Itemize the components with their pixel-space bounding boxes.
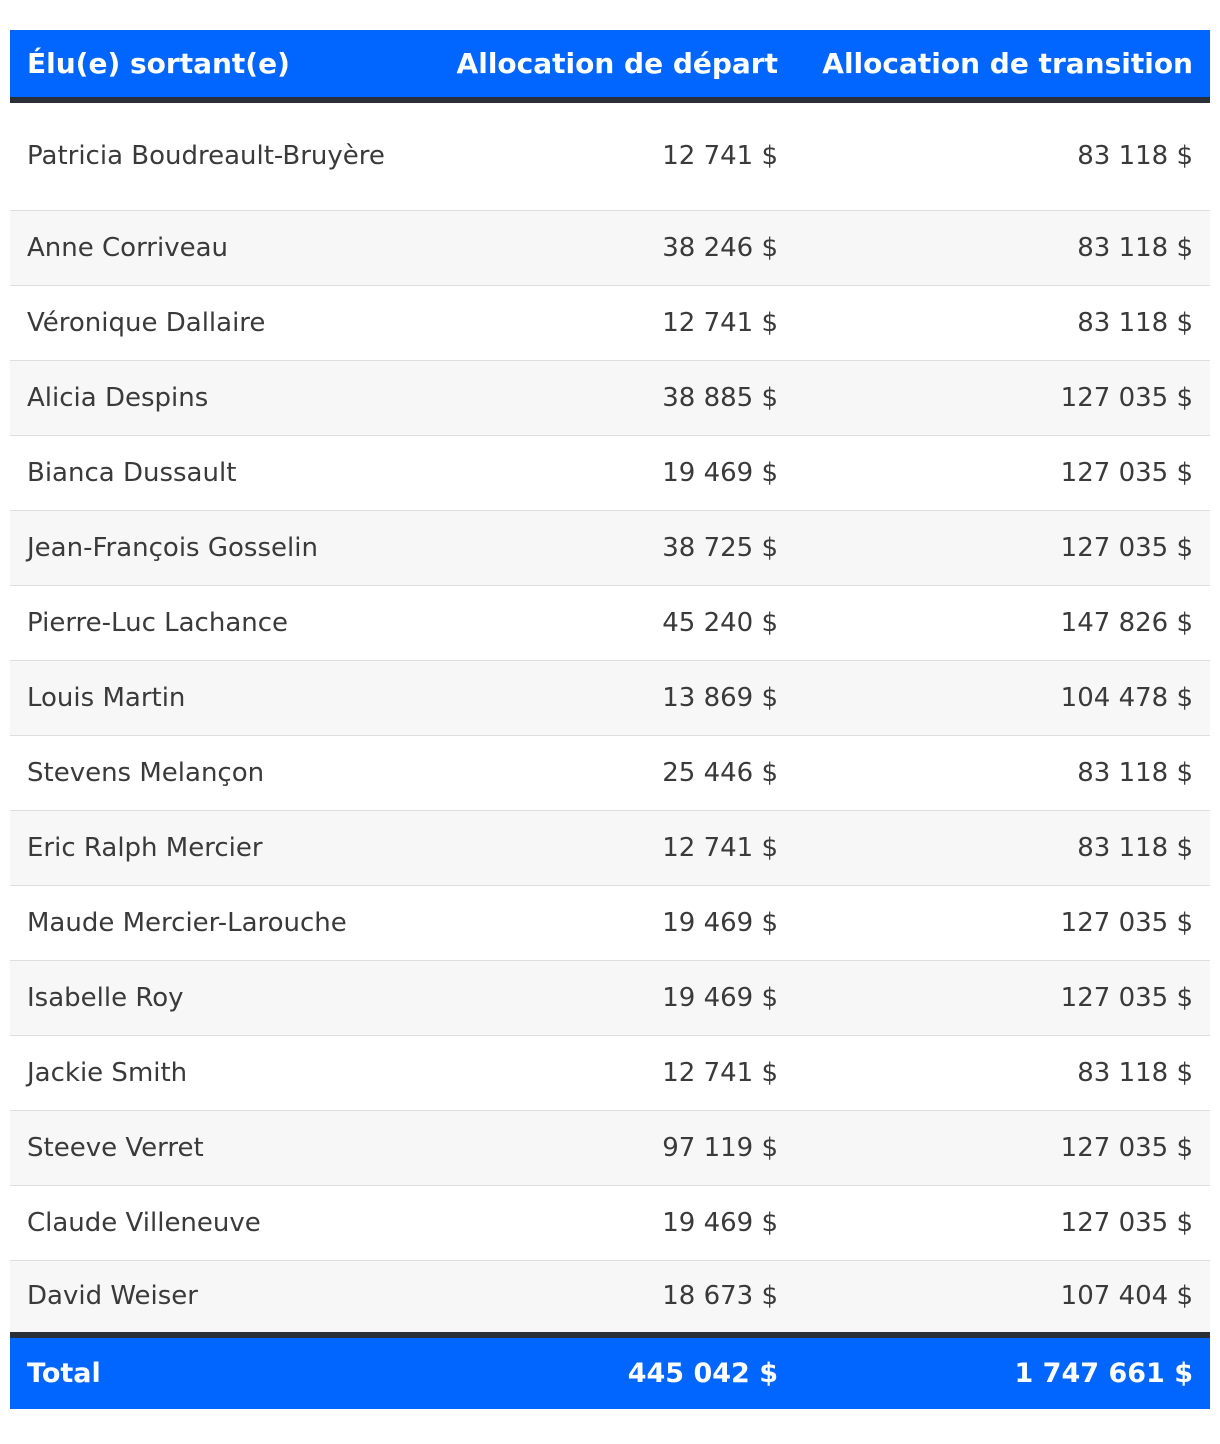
- cell-transition: 83 118 $: [1077, 1057, 1193, 1088]
- cell-depart: 19 469 $: [662, 982, 778, 1013]
- cell-depart: 12 741 $: [662, 141, 778, 172]
- cell-depart: 38 246 $: [662, 232, 778, 263]
- table-body: [10, 100, 1210, 1335]
- table-row: [10, 1035, 1210, 1110]
- table-row: [10, 960, 1210, 1035]
- table-row: [10, 885, 1210, 960]
- cell-depart: 12 741 $: [662, 307, 778, 338]
- cell-transition: 83 118 $: [1077, 757, 1193, 788]
- table-row: [10, 585, 1210, 660]
- cell-depart: 38 725 $: [662, 532, 778, 563]
- cell-depart: 97 119 $: [662, 1132, 778, 1163]
- cell-transition: 83 118 $: [1077, 832, 1193, 863]
- cell-transition: 127 035 $: [1060, 382, 1193, 413]
- cell-depart: 45 240 $: [662, 607, 778, 638]
- table-row: [10, 735, 1210, 810]
- cell-name: Eric Ralph Mercier: [27, 832, 263, 863]
- cell-name: Louis Martin: [27, 682, 186, 713]
- table-row: [10, 1260, 1210, 1335]
- allocations-table: [10, 30, 1210, 1409]
- cell-transition: 127 035 $: [1060, 457, 1193, 488]
- cell-name: Isabelle Roy: [27, 982, 184, 1013]
- cell-name: Claude Villeneuve: [27, 1207, 261, 1238]
- cell-depart: 25 446 $: [662, 757, 778, 788]
- cell-depart: 13 869 $: [662, 682, 778, 713]
- table-footer: [10, 1335, 1210, 1409]
- table-row: [10, 660, 1210, 735]
- cell-name: Steeve Verret: [27, 1132, 204, 1163]
- cell-transition: 127 035 $: [1060, 532, 1193, 563]
- cell-depart: 18 673 $: [662, 1281, 778, 1312]
- cell-transition: 127 035 $: [1060, 907, 1193, 938]
- cell-name: Maude Mercier-Larouche: [27, 907, 347, 938]
- cell-depart: 12 741 $: [662, 1057, 778, 1088]
- total-depart: 445 042 $: [410, 1335, 795, 1409]
- allocations-table-container: [10, 30, 1210, 1409]
- table-header: [10, 30, 1210, 100]
- cell-transition: 83 118 $: [1077, 232, 1193, 263]
- cell-name: Véronique Dallaire: [27, 307, 266, 338]
- cell-name: Patricia Boudreault-Bruyère: [27, 141, 385, 172]
- cell-depart: 19 469 $: [662, 907, 778, 938]
- cell-depart: 19 469 $: [662, 457, 778, 488]
- table-row: [10, 810, 1210, 885]
- table-row: [10, 210, 1210, 285]
- table-row: [10, 1110, 1210, 1185]
- table-row: [10, 435, 1210, 510]
- cell-transition: 107 404 $: [1060, 1281, 1193, 1312]
- cell-transition: 83 118 $: [1077, 141, 1193, 172]
- total-label: Total: [10, 1335, 410, 1409]
- cell-transition: 83 118 $: [1077, 307, 1193, 338]
- table-row: [10, 360, 1210, 435]
- cell-transition: 127 035 $: [1060, 1207, 1193, 1238]
- cell-name: David Weiser: [27, 1281, 198, 1312]
- header-row: [10, 30, 1210, 100]
- cell-name: Anne Corriveau: [27, 232, 229, 263]
- header-transition: Allocation de transition: [795, 30, 1210, 100]
- total-row: [10, 1335, 1210, 1409]
- cell-name: Stevens Melançon: [27, 757, 265, 788]
- header-depart: Allocation de départ: [410, 30, 795, 100]
- table-row: [10, 510, 1210, 585]
- header-name: Élu(e) sortant(e): [10, 30, 410, 100]
- cell-depart: 19 469 $: [662, 1207, 778, 1238]
- cell-name: Alicia Despins: [27, 382, 209, 413]
- cell-name: Pierre-Luc Lachance: [27, 607, 289, 638]
- cell-transition: 127 035 $: [1060, 1132, 1193, 1163]
- cell-depart: 38 885 $: [662, 382, 778, 413]
- table-row: [10, 1185, 1210, 1260]
- cell-name: Bianca Dussault: [27, 457, 237, 488]
- cell-transition: 104 478 $: [1060, 682, 1193, 713]
- cell-transition: 127 035 $: [1060, 982, 1193, 1013]
- cell-name: Jean-François Gosselin: [27, 532, 318, 563]
- table-row: [10, 285, 1210, 360]
- cell-transition: 147 826 $: [1060, 607, 1193, 638]
- table-row: [10, 100, 1210, 210]
- cell-name: Jackie Smith: [27, 1057, 188, 1088]
- cell-depart: 12 741 $: [662, 832, 778, 863]
- total-transition: 1 747 661 $: [795, 1335, 1210, 1409]
